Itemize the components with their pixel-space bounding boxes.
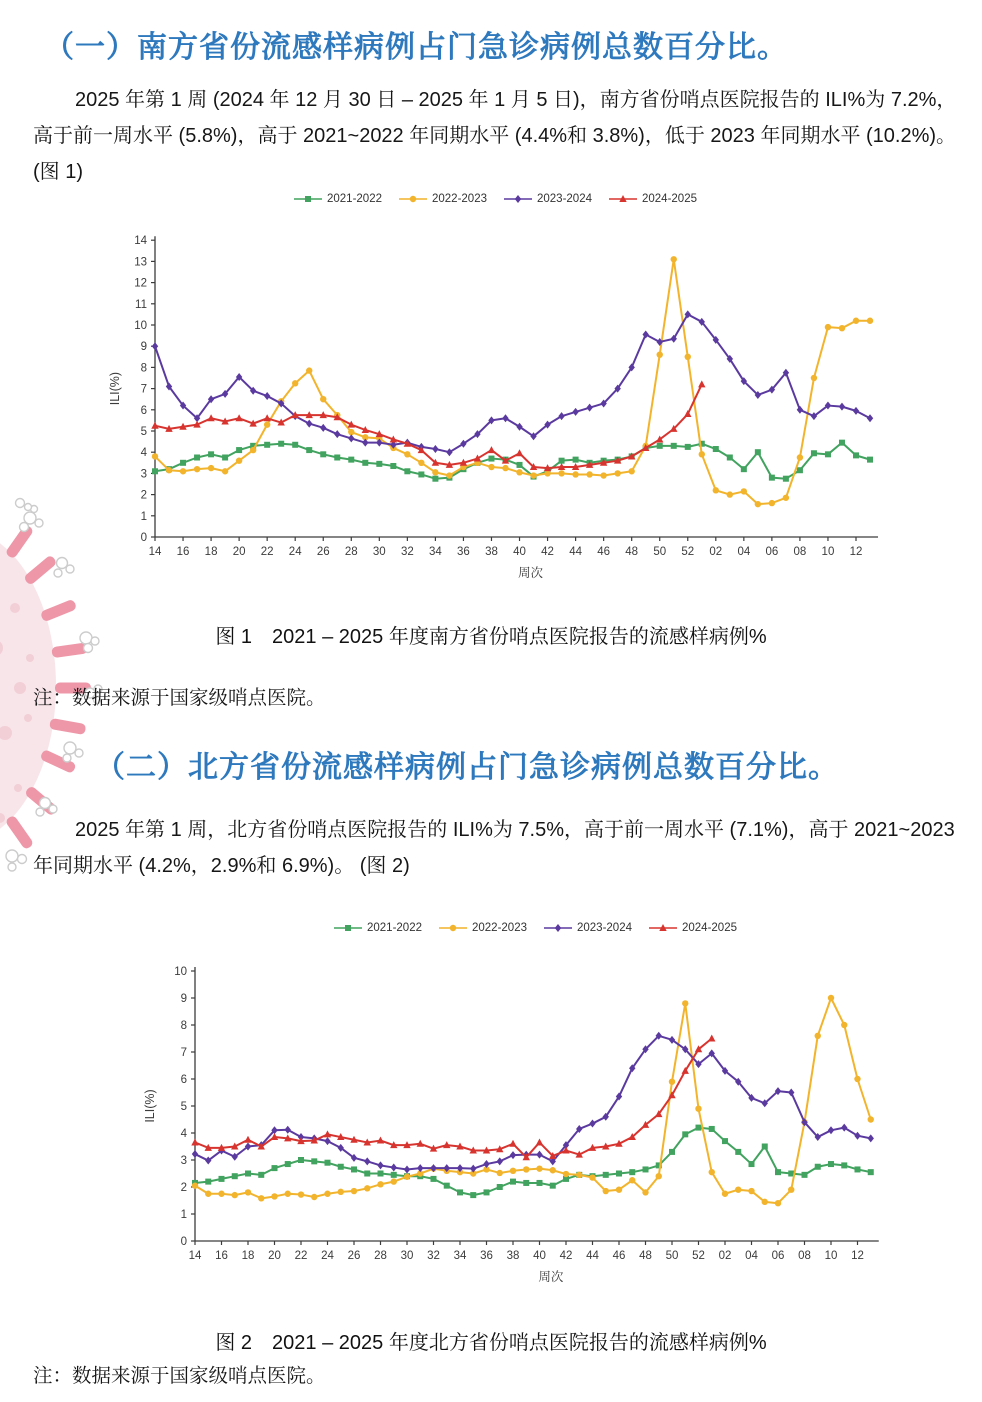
svg-text:12: 12 (134, 277, 147, 290)
svg-text:10: 10 (821, 546, 835, 558)
svg-text:34: 34 (429, 546, 442, 558)
legend-item-2024-2025 (648, 922, 737, 934)
legend-label: 2023-2024 (577, 922, 632, 934)
svg-text:50: 50 (653, 546, 667, 558)
svg-text:8: 8 (180, 1020, 187, 1032)
paragraph-line: 高于前一周水平 (5.8%)，高于 2021~2022 年同期水平 (4.4%和 3.8%)，低于 2023 年同期水平 (10.2%)。 (33, 125, 957, 147)
svg-text:ILI(%): ILI(%) (143, 1089, 157, 1123)
svg-text:14: 14 (134, 235, 147, 248)
figure2-note: 注：数据来源于国家级哨点医院。 (33, 1365, 326, 1387)
legend-marker-icon (398, 193, 428, 205)
svg-text:6: 6 (180, 1074, 187, 1086)
svg-text:36: 36 (480, 1250, 493, 1262)
svg-text:24: 24 (288, 546, 302, 558)
svg-text:11: 11 (135, 298, 147, 311)
legend-item-2022-2023 (438, 922, 527, 934)
chart2-svg (140, 961, 930, 1291)
svg-text:16: 16 (215, 1250, 228, 1262)
svg-text:20: 20 (268, 1250, 281, 1262)
svg-text:1: 1 (140, 510, 147, 523)
legend-marker-icon (333, 922, 363, 934)
svg-text:50: 50 (665, 1250, 679, 1262)
svg-text:24: 24 (321, 1250, 334, 1262)
chart1-legend (105, 193, 885, 205)
svg-text:12: 12 (849, 546, 863, 558)
section1-heading: （一）南方省份流感样病例占门急诊病例总数百分比。 (44, 31, 788, 64)
svg-text:28: 28 (374, 1250, 387, 1262)
chart2-legend (140, 922, 930, 934)
legend-marker-icon (503, 193, 533, 205)
svg-text:08: 08 (798, 1250, 811, 1262)
legend-label: 2024-2025 (642, 193, 697, 205)
svg-text:46: 46 (597, 546, 611, 558)
svg-text:9: 9 (180, 993, 187, 1005)
svg-text:20: 20 (232, 546, 246, 558)
svg-text:06: 06 (771, 1250, 785, 1262)
legend-item-2024-2025 (608, 193, 697, 205)
legend-marker-icon (543, 922, 573, 934)
legend-label: 2021-2022 (327, 193, 382, 205)
svg-text:22: 22 (294, 1250, 308, 1262)
svg-text:08: 08 (793, 546, 807, 558)
legend-item-2021-2022 (293, 193, 382, 205)
svg-text:16: 16 (176, 546, 190, 558)
svg-text:48: 48 (639, 1250, 652, 1262)
figure2-caption: 图 2 2021 – 2025 年度北方省份哨点医院报告的流感样病例% (215, 1332, 767, 1354)
north-ili-chart (140, 961, 930, 1291)
svg-text:ILI(%): ILI(%) (108, 371, 122, 406)
legend-label: 2021-2022 (367, 922, 422, 934)
legend-item-2021-2022 (333, 922, 422, 934)
svg-text:04: 04 (737, 546, 751, 558)
section2-heading: （二）北方省份流感样病例占门急诊病例总数百分比。 (95, 751, 839, 784)
south-ili-chart (105, 231, 895, 583)
svg-text:7: 7 (140, 383, 147, 396)
legend-item-2022-2023 (398, 193, 487, 205)
svg-text:40: 40 (533, 1250, 546, 1262)
legend-marker-icon (438, 922, 468, 934)
svg-text:32: 32 (427, 1250, 440, 1262)
svg-text:9: 9 (140, 341, 147, 354)
svg-text:3: 3 (180, 1155, 187, 1167)
svg-text:10: 10 (174, 966, 187, 978)
svg-text:02: 02 (718, 1250, 732, 1262)
svg-text:42: 42 (559, 1250, 573, 1262)
svg-text:34: 34 (453, 1250, 467, 1262)
svg-text:38: 38 (485, 546, 498, 558)
svg-text:5: 5 (180, 1101, 187, 1113)
svg-text:38: 38 (506, 1250, 520, 1262)
legend-marker-icon (648, 922, 678, 934)
legend-label: 2024-2025 (682, 922, 737, 934)
svg-text:2: 2 (140, 489, 147, 502)
section2-paragraph (33, 812, 956, 884)
svg-text:18: 18 (204, 546, 218, 558)
paragraph-line: (图 1) (33, 161, 83, 183)
svg-text:10: 10 (134, 320, 147, 332)
svg-text:40: 40 (513, 546, 526, 558)
paragraph-line: 2025 年第 1 周 (2024 年 12 月 30 日 – 2025 年 1 月 5 日)，南方省份哨点医院报告的 ILI%为 7.2%， (75, 89, 957, 111)
svg-text:26: 26 (347, 1250, 361, 1262)
svg-text:14: 14 (188, 1250, 202, 1262)
svg-text:0: 0 (140, 532, 147, 544)
svg-text:44: 44 (586, 1250, 599, 1262)
svg-text:36: 36 (457, 546, 470, 558)
svg-text:32: 32 (400, 546, 414, 558)
svg-text:6: 6 (140, 404, 147, 417)
svg-text:06: 06 (765, 546, 779, 558)
svg-text:周次: 周次 (518, 566, 544, 580)
svg-text:30: 30 (400, 1250, 414, 1262)
svg-text:46: 46 (612, 1250, 626, 1262)
svg-text:0: 0 (180, 1236, 187, 1248)
svg-text:26: 26 (316, 546, 330, 558)
svg-text:52: 52 (681, 546, 695, 558)
svg-text:02: 02 (709, 546, 723, 558)
legend-marker-icon (293, 193, 323, 205)
svg-text:04: 04 (745, 1250, 758, 1262)
svg-text:周次: 周次 (538, 1270, 564, 1284)
svg-text:22: 22 (260, 546, 274, 558)
chart1-svg (105, 231, 895, 583)
svg-text:3: 3 (140, 468, 147, 481)
figure1-caption: 图 1 2021 – 2025 年度南方省份哨点医院报告的流感样病例% (215, 626, 767, 648)
svg-text:5: 5 (140, 426, 147, 438)
section1-paragraph (33, 82, 956, 190)
svg-text:4: 4 (180, 1128, 187, 1140)
legend-label: 2022-2023 (432, 193, 487, 205)
svg-text:30: 30 (372, 546, 386, 558)
legend-marker-icon (608, 193, 638, 205)
svg-text:2: 2 (180, 1182, 187, 1194)
legend-item-2023-2024 (543, 922, 632, 934)
paragraph-line: 2025 年第 1 周，北方省份哨点医院报告的 ILI%为 7.5%，高于前一周水平 (7.1%)，高于 2021~2023 (75, 819, 955, 841)
legend-label: 2022-2023 (472, 922, 527, 934)
legend-label: 2023-2024 (537, 193, 592, 205)
svg-text:7: 7 (180, 1047, 187, 1059)
svg-text:1: 1 (180, 1209, 187, 1221)
svg-text:44: 44 (569, 546, 582, 558)
svg-text:14: 14 (148, 546, 162, 558)
svg-text:12: 12 (851, 1250, 864, 1262)
svg-text:28: 28 (344, 546, 358, 558)
svg-text:48: 48 (625, 546, 639, 558)
svg-text:13: 13 (134, 256, 147, 269)
svg-text:4: 4 (140, 447, 147, 460)
legend-item-2023-2024 (503, 193, 592, 205)
svg-text:18: 18 (241, 1250, 255, 1262)
paragraph-line: 年同期水平 (4.2%，2.9%和 6.9%)。 (图 2) (33, 855, 410, 877)
svg-text:42: 42 (541, 546, 554, 558)
svg-text:8: 8 (140, 362, 147, 375)
svg-text:10: 10 (824, 1250, 838, 1262)
svg-text:52: 52 (692, 1250, 705, 1262)
figure1-note: 注：数据来源于国家级哨点医院。 (33, 687, 326, 709)
